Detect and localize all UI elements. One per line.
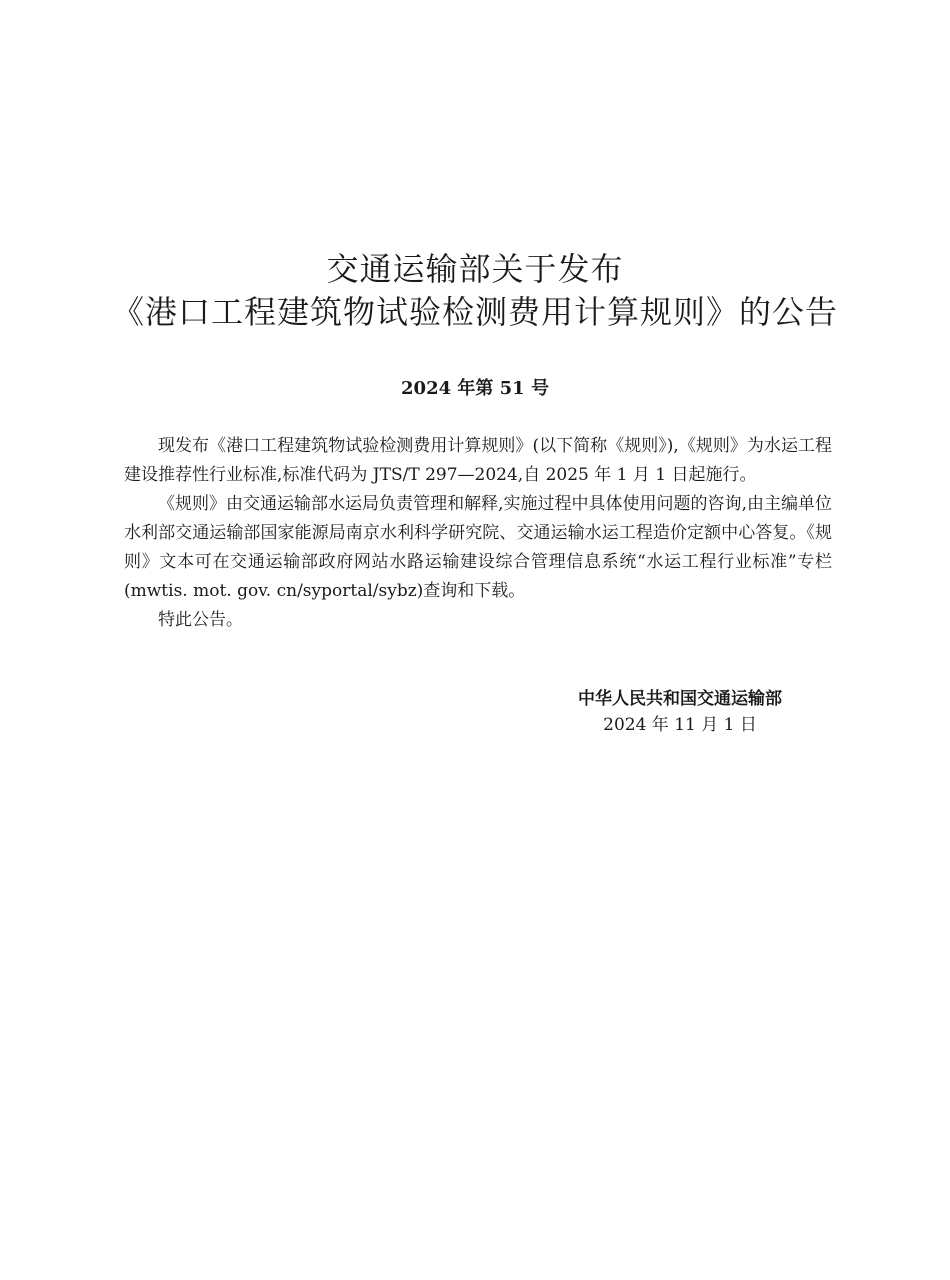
signature-block: [560, 686, 800, 738]
page-title-line-1: 交通运输部关于发布: [326, 250, 624, 288]
signature-organization: 中华人民共和国交通运输部: [578, 689, 782, 709]
paragraph-management: 《规则》由交通运输部水运局负责管理和解释,实施过程中具体使用问题的咨询,由主编单位水利部交通运输部国家能源局南京水利科学研究院、交通运输水运工程造价定额中心答复。《规则》文本可在交通运输部政府网站水路运输建设综合管理信息系统“水运工程行业标准”专栏(mwtis. mot. gov. cn/syportal/sybz)查询和下载。: [124, 494, 832, 601]
paragraph-publication: 现发布《港口工程建筑物试验检测费用计算规则》(以下简称《规则》),《规则》为水运工程建设推荐性行业标准,标准代码为 JTS/T 297—2024,自 2025 年 1 月 1 日起施行。: [124, 436, 832, 485]
signature-date: 2024 年 11 月 1 日: [603, 715, 757, 735]
page-title-line-2: 《港口工程建筑物试验检测费用计算规则》的公告: [111, 293, 838, 331]
paragraph-closing: 特此公告。: [158, 610, 243, 630]
document-number: 2024 年第 51 号: [401, 378, 549, 399]
announcement-body: [124, 432, 832, 635]
